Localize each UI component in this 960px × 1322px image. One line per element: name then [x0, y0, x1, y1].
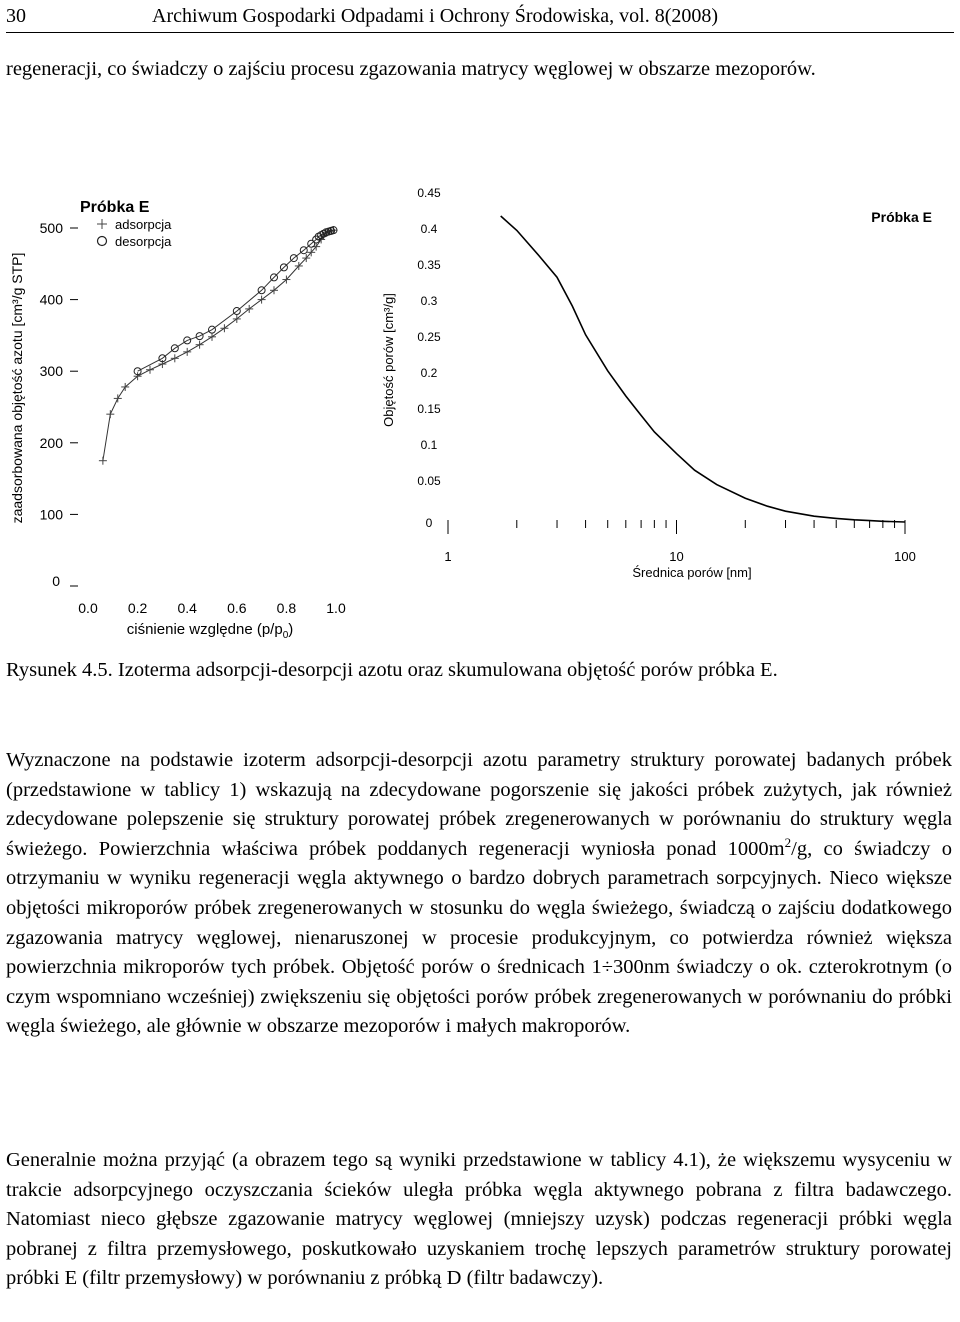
cumulative-pore-volume-curve	[501, 216, 905, 522]
intro-paragraph: regeneracji, co świadczy o zajściu procesu zgazowania matrycy węglowej w obszarze mezoporów.	[6, 58, 816, 80]
isotherm-y-tick-label: 100	[39, 506, 63, 523]
pore-x-tick-label: 1	[444, 549, 452, 564]
isotherm-x-tick-label: 0.0	[78, 600, 98, 616]
pore-y-tick-label: 0	[425, 516, 433, 530]
pore-y-label: Objętość porów [cm³/g]	[381, 293, 396, 427]
paragraph-1-text-b: /g, co świadczy o otrzymaniu w wyniku regeneracji węgla aktywnego o bardzo dobrych parametrach sorpcyjnych. Nieco większe objętości mikroporów próbek zregenerowanych w stosunku do węgla świeżego, świadczą o zajściu dodatkowego zgazowania matrycy węglowej, nienaruszonej w procesie produkcyjnym, co potwierdza również większa powierzchnia mikroporów tych próbek. Objętość porów o średnicach 1÷300nm świadczy o ok. czterokrotnym (o czym wspomniano wcześniej) zwiększeniu się objętości porów próbek zregenerowanych w porównaniu do próbki węgla świeżego, ale głównie w obszarze mezoporów i małych makroporów.	[6, 837, 952, 1038]
isotherm-x-tick-label: 0.4	[177, 600, 197, 616]
body-paragraph-1	[6, 746, 952, 1042]
pore-volume-chart	[0, 0, 960, 650]
pore-chart-title: Próbka E	[871, 209, 932, 225]
pore-y-tick-label: 0.25	[417, 330, 441, 344]
isotherm-y-tick-label: 400	[39, 291, 63, 308]
pore-y-tick-label: 0.2	[420, 366, 438, 380]
pore-x-tick-label: 10	[669, 549, 684, 564]
isotherm-x-tick-label: 0.6	[227, 600, 247, 616]
isotherm-x-label: ciśnienie względne $(p/p_0)$	[126, 621, 294, 641]
figure-caption: Rysunek 4.5. Izoterma adsorpcji-desorpcji azotu oraz skumulowana objętość porów próbka E.	[6, 659, 778, 681]
pore-y-tick-label: 0.45	[417, 186, 441, 200]
isotherm-y-tick-label: 200	[39, 434, 63, 451]
page-number: 30	[6, 5, 26, 27]
isotherm-y-tick-label: 300	[39, 363, 63, 380]
isotherm-y-tick-label: 500	[39, 220, 63, 236]
pore-y-tick-label: 0.3	[420, 294, 438, 308]
isotherm-x-tick-label: 1.0	[326, 600, 346, 616]
isotherm-y-label: zaadsorbowana objętość azotu [cm³/g STP]	[9, 252, 25, 524]
legend-desorpcja: desorpcja	[115, 234, 172, 249]
pore-x-label: Średnica porów [nm]	[632, 565, 752, 580]
isotherm-y-tick-label: 0	[52, 573, 60, 589]
isotherm-x-tick-label: 0.8	[276, 600, 297, 616]
pore-y-tick-label: 0.4	[420, 222, 438, 236]
pore-y-tick-label: 0.15	[417, 402, 441, 416]
pore-y-tick-label: 0.35	[417, 258, 441, 272]
body-paragraph-2: Generalnie można przyjąć (a obrazem tego są wyniki przedstawione w tablicy 4.1), że większemu wysyceniu w trakcie adsorpcyjnego oczyszczania ścieków uległa próbka węgla aktywnego pobrana z filtra badawczego. Natomiast nieco głębsze zgazowanie matrycy węglowej (mniejszy uzysk) podczas regeneracji próbki węgla pobranej z filtra przemysłowego, poskutkowało uzyskaniem trochę lepszych parametrów struktury porowatej próbki E (filtr przemysłowy) w porównaniu z próbką D (filtr badawczy).	[6, 1149, 952, 1290]
pore-y-tick-label: 0.1	[420, 438, 438, 452]
isotherm-x-tick-label: 0.2	[127, 600, 148, 616]
legend-adsorpcja: adsorpcja	[115, 217, 172, 232]
superscript-2: 2	[784, 834, 792, 850]
paragraph-1-text-a: Wyznaczone na podstawie izoterm adsorpcji-desorpcji azotu parametry struktury porowatej badanych próbek (przedstawione w tablicy 1) wskazują na zdecydowane pogorszenie się jakości próbek zużytych, jak również zdecydowane polepszenie się struktury porowatej próbek zregenerowanych w porównaniu do struktury węgla świeżego. Powierzchnia właściwa próbek poddanych regeneracji wyniosła ponad 1000m	[6, 749, 952, 860]
journal-title: Archiwum Gospodarki Odpadami i Ochrony Środowiska, vol. 8(2008)	[152, 5, 719, 27]
pore-x-tick-label: 100	[894, 549, 916, 564]
isotherm-title: Próbka E	[80, 199, 150, 216]
pore-y-tick-label: 0.05	[417, 474, 441, 488]
